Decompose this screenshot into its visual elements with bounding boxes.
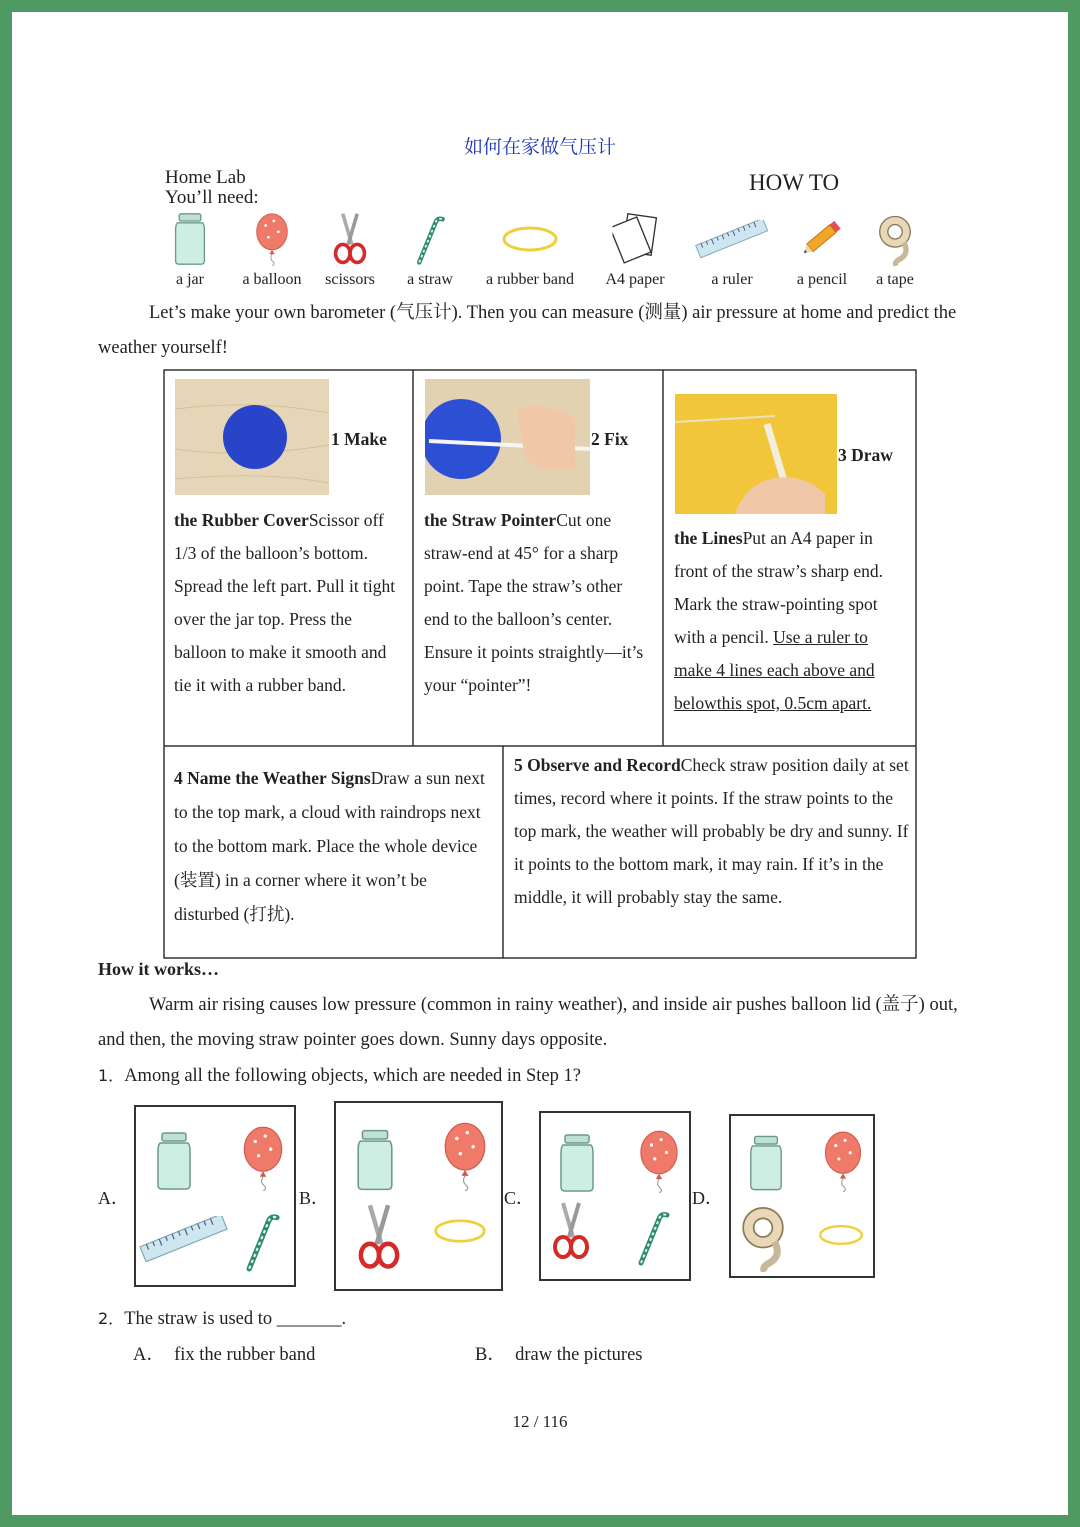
material-label: a tape <box>876 271 914 288</box>
step3-photo <box>675 394 837 514</box>
option-c-letter[interactable]: C． <box>504 1188 535 1208</box>
step2-body: Cut one straw-end at 45° for a sharp point. Tape the straw’s other end to the balloon’s center. Ensure it points straightly—it’s your “pointer”! <box>424 510 644 695</box>
home-lab-label: Home Lab <box>165 167 246 188</box>
question-2 <box>98 1301 346 1337</box>
balloon-icon <box>821 1130 865 1192</box>
tape-icon <box>739 1202 787 1272</box>
balloon-icon <box>637 1129 681 1193</box>
step1-text <box>174 504 399 702</box>
question-2-text: The straw is used to _______. <box>124 1309 347 1329</box>
material-label: a pencil <box>796 271 848 288</box>
intro-line-1: Let’s make your own barometer (气压计). Then you can measure (测量) air pressure at home and predict the <box>149 303 957 323</box>
straw-icon <box>240 1209 284 1273</box>
material-label: a straw <box>407 271 453 288</box>
material-label: scissors <box>325 271 375 288</box>
step2-bold: the Straw Pointer <box>424 510 557 530</box>
jar-icon <box>557 1133 597 1193</box>
material-label: a jar <box>176 271 204 288</box>
step1-heading: 1 Make <box>331 429 387 449</box>
works-line-2: and then, the moving straw pointer goes down. Sunny days opposite. <box>98 1030 608 1050</box>
scissors-icon <box>551 1201 591 1261</box>
page-title: 如何在家做气压计 <box>463 136 616 158</box>
option-c-box[interactable] <box>539 1111 691 1281</box>
works-line-1: Warm air rising causes low pressure (common in rainy weather), and inside air pushes balloon lid (盖子) out, <box>149 995 958 1015</box>
balloon-icon <box>440 1121 490 1191</box>
option-a-letter[interactable]: A． <box>98 1188 129 1208</box>
option-a-box[interactable] <box>134 1105 296 1287</box>
question-1-text: Among all the following objects, which are needed in Step 1? <box>124 1066 581 1086</box>
step2-text <box>424 504 649 702</box>
worksheet-page <box>12 12 1068 1515</box>
straw-icon <box>631 1207 675 1267</box>
step2-photo <box>425 379 590 495</box>
step4-body: Draw a sun next to the top mark, a cloud with raindrops next to the bottom mark. Place the whole device (装置) in a corner where it won’t be disturbed (打扰). <box>174 768 485 924</box>
step2-heading: 2 Fix <box>591 429 629 449</box>
option-d-box[interactable] <box>729 1114 875 1278</box>
page-number: 12 / 116 <box>512 1412 568 1431</box>
material-label: a rubber band <box>486 271 574 288</box>
step3-text <box>674 522 904 720</box>
question-2-number: 2． <box>98 1309 125 1328</box>
step1-bold: the Rubber Cover <box>174 510 309 530</box>
youll-need-label: You’ll need: <box>165 187 259 208</box>
how-it-works-heading: How it works… <box>98 959 219 979</box>
step4-text <box>174 761 490 931</box>
material-label: a balloon <box>242 271 302 288</box>
step3-bold: the Lines <box>674 528 743 548</box>
step3-underline: Use a ruler to make 4 lines each above and belowthis spot, 0.5cm apart. <box>674 627 875 713</box>
step5-body: Check straw position daily at set times, record where it points. If the straw points to the top mark, the weather will probably be dry and sunny. If it points to the bottom mark, it may rain. If it’s in the middle, it will probably stay the same. <box>514 755 909 907</box>
balloon-icon <box>240 1125 286 1191</box>
option-b-letter[interactable]: B． <box>299 1188 330 1208</box>
question-1-number: 1． <box>98 1066 125 1085</box>
rubber-band-icon <box>432 1211 488 1251</box>
step5-bold: 5 Observe and Record <box>514 755 681 775</box>
how-to-heading: HOW TO <box>749 170 840 195</box>
jar-icon <box>154 1129 194 1193</box>
jar-icon <box>354 1127 396 1193</box>
q2-option-a[interactable]: A． fix the rubber band <box>133 1345 316 1365</box>
step3-heading: 3 Draw <box>838 445 893 465</box>
q2-option-b[interactable]: B． draw the pictures <box>475 1345 643 1365</box>
scissors-icon <box>356 1203 402 1271</box>
step5-text <box>514 749 910 914</box>
material-label: a ruler <box>711 271 753 288</box>
option-b-box[interactable] <box>334 1101 503 1291</box>
rubber-band-icon <box>817 1218 865 1252</box>
step4-bold: 4 Name the Weather Signs <box>174 768 371 788</box>
step1-body: Scissor off 1/3 of the balloon’s bottom. Spread the left part. Pull it tight over the jar top. Press the balloon to make it smooth and tie it with a rubber band. <box>174 510 396 695</box>
question-1 <box>98 1058 581 1094</box>
material-label: A4 paper <box>605 271 665 288</box>
jar-icon <box>747 1134 785 1192</box>
intro-line-2: weather yourself! <box>98 338 228 358</box>
option-d-letter[interactable]: D． <box>692 1188 723 1208</box>
step3-body: Put an A4 paper in front of the straw’s sharp end. Mark the straw-pointing spot with a pencil. <box>674 528 883 647</box>
step1-photo <box>175 379 329 495</box>
ruler-icon <box>138 1209 230 1269</box>
